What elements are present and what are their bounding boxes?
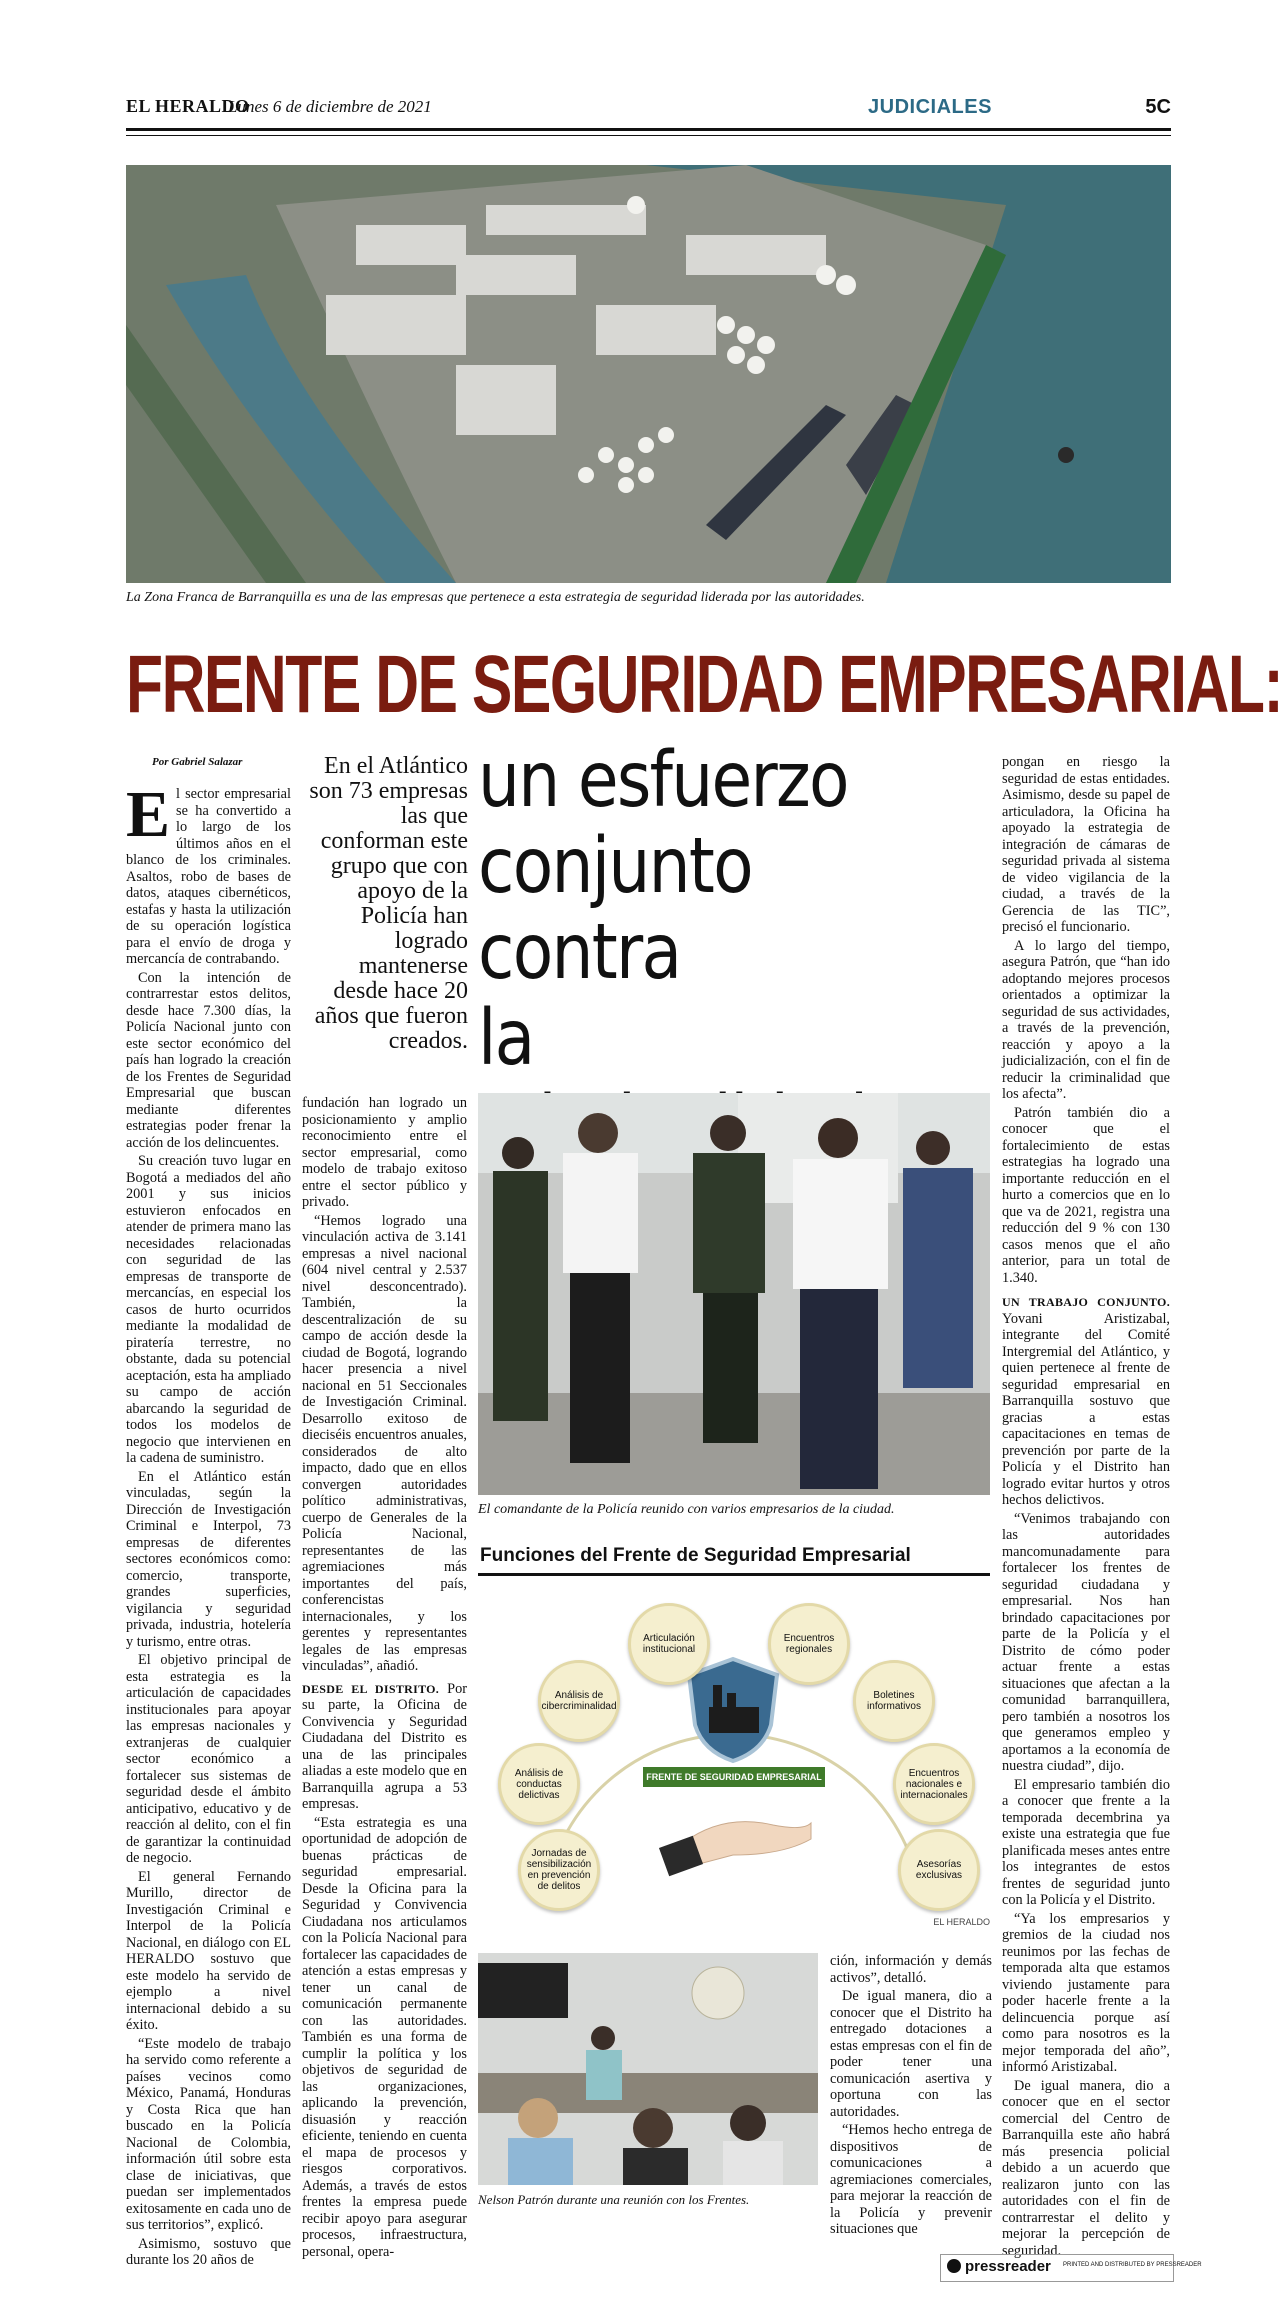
pressreader-small-text: PRINTED AND DISTRIBUTED BY PRESSREADER [1063,2262,1202,2268]
infographic-credit: EL HERALDO [933,1917,990,1927]
hand-icon [663,1803,813,1873]
paragraph: Asimismo, sostuvo que durante los 20 años de [126,2235,291,2268]
pressreader-icon [947,2259,961,2273]
paragraph: “Hemos logrado una vinculación activa de 3.141 empresas a nivel nacional (604 nivel central y 2.537 nivel desconcentrado). También, la descentralización de su campo de acción desde la ciudad de Bogotá, logrando hacer presencia a nivel nacional en 51 Seccionales de Investigación Criminal. Desarrollo exitoso de dieciséis encuentros anuales, considerados de alto impacto, dado que en ellos convergen autoridades político administrativas, cuerpo de Generales de la Policía Nacional, representantes de las agremiaciones más importantes del país, conferencistas internacionales, y los gerentes y representantes legales de las empresas vinculadas”, añadió. [302,1212,467,1674]
paragraph: A lo largo del tiempo, asegura Patrón, que “han ido adoptando mejores procesos orientados a optimizar la seguridad de sus actividades, a través de la prevención, reacción y apoyo a la judicialización, con el fin de reducir la criminalidad que los afecta”. [1002,937,1170,1102]
conference-room-illustration [478,1953,818,2185]
kicker-paragraph [1002,1294,1170,1509]
police-meeting-illustration [478,1093,990,1495]
publication-name: EL HERALDO [126,96,250,116]
meeting-photo-caption: El comandante de la Policía reunido con varios empresarios de la ciudad. [478,1502,895,1517]
drop-cap: E [126,778,171,851]
paragraph: “Venimos trabajando con las autoridades mancomunadamente para fortalecer los frentes de seguridad ciudadana y empresarial. Nos han brindado capacitaciones por parte de la Policía y el Distrito de cómo poder actuar frente a estas situaciones que afectan a la comunidad barranquillera, pero también a nosotros los que generamos empleo y aportamos a la economía de nuestra ciudad”, dijo. [1002,1510,1170,1774]
byline: Por Gabriel Salazar [152,756,243,768]
paragraph: Con la intención de contrarrestar estos delitos, desde hace 7.300 días, la Policía Nacional junto con este sector económico del país han logrado la creación de los Frentes de Seguridad Empresarial que buscan mediante diferentes estrategias poder frenar la acción de los delincuentes. [126,969,291,1151]
kicker-paragraph [302,1681,467,1813]
paragraph: Patrón también dio a conocer que el fortalecimiento de estas estrategias ha logrado una importante reducción en el hurto a comercios que en lo que va de 2021, registra una reducción del 9 % con 130 casos menos que el año anterior, para un total de 1.340. [1002,1104,1170,1286]
page-number: 5C [1145,96,1171,118]
paragraph: ción, información y demás activos”, detalló. [830,1953,992,1986]
infographic-node: Boletines informativos [853,1660,935,1742]
subhead-line: un esfuerzo [478,736,848,825]
kicker: UN TRABAJO CONJUNTO. [1002,1295,1170,1309]
paragraph: “Este modelo de trabajo ha servido como referente a países vecinos como México, Panamá, Honduras y Costa Rica que han buscado en la Policía Nacional de Colombia, información útil sobre esta clase de iniciativas, que puedan ser implementados exitosamente en cada uno de sus territorios”, explicó. [126,2035,291,2233]
subhead-line: conjunto contra [478,822,752,997]
infographic-center-banner: FRENTE DE SEGURIDAD EMPRESARIAL [643,1767,825,1787]
paragraph: “Esta estrategia es una oportunidad de adopción de buenas prácticas de seguridad empresarial. Desde la Oficina para la Seguridad y Convivencia Ciudadana nos articulamos con la Policía Nacional para fortalecer las capacidades de atención a estas empresas y tener un canal de comunicación permanente con las autoridades. También es una forma de cumplir la política y los objetivos de seguridad de las organizaciones, aplicando la prevención, disuasión y reacción eficiente, teniendo en cuenta el mapa de procesos y riesgos corporativos. Además, a través de estos frentes la empresa puede recibir apoyo para asegurar procesos, infraestructura, personal, opera- [302,1814,467,2260]
infographic-node: Encuentros nacionales e internacionales [893,1743,975,1825]
lead-paragraph [126,778,291,968]
paragraph: De igual manera, dio a conocer que en el sector comercial del Centro de Barranquilla este año habrá más presencia policial debido a un acuerdo que realizaron junto con las autoridades con el fin de contrarrestar el delito y mejorar la percepción de seguridad. [1002,2077,1170,2259]
page-header [126,96,1171,124]
article-column-1 [126,778,291,2268]
header-rule [126,128,1171,131]
top-photo [126,165,1171,583]
paragraph: pongan en riesgo la seguridad de estas entidades. Asimismo, desde su papel de articuladora, la Oficina ha apoyado la estrategia de integración de cámaras de seguridad privada al sistema de video vigilancia de la ciudad, a través de la Gerencia de las TIC”, precisó el funcionario. [1002,754,1170,935]
infographic-node: Jornadas de sensibilización en prevención de delitos [518,1829,600,1911]
paragraph: El general Fernando Murillo, director de Investigación Criminal e Interpol de la Policía Nacional, en diálogo con EL HERALDO sostuvo que este modelo ha servido de ejemplo a nivel internacional debido a su éxito. [126,1868,291,2033]
section-name: JUDICIALES [868,96,992,118]
paragraph-text: l sector empresarial se ha convertido a lo largo de los últimos años en el blanco de los criminales. Asaltos, robo de bases de datos, ataques cibernéticos, estafas y hasta la utilización de su operación logística para el envío de droga y mercancía de contrabando. [126,786,291,967]
issue-date: Lunes 6 de diciembre de 2021 [228,97,432,116]
reunion-photo [478,1953,818,2185]
top-photo-caption: La Zona Franca de Barranquilla es una de las empresas que pertenece a esta estrategia de seguridad liderada por las autoridades. [126,590,865,605]
infographic-rule [478,1573,990,1576]
headline: FRENTE DE SEGURIDAD EMPRESARIAL: [126,639,1282,730]
infographic-node: Articulación institucional [628,1603,710,1685]
paragraph: “Hemos hecho entrega de dispositivos de comunicaciones a agremiaciones comerciales, para mejorar la reacción de la Policía y prevenir situaciones que [830,2122,992,2237]
article-column-3 [830,1953,992,2237]
paragraph-text: Yovani Aristizabal, integrante del Comité Intergremial del Atlántico, y quien pertenece al frente de seguridad empresarial en Barranquilla sostuvo que gracias a estas capacitaciones en temas de prevención por parte de la Policía y el Distrito han logrado evitar hurtos y otros hechos delictivos. [1002,1310,1170,1508]
paragraph-text: Por su parte, la Oficina de Convivencia y Seguridad Ciudadana del Distrito es una de las principales aliadas a este modelo que en Barranquilla agrupa a 53 empresas. [302,1680,467,1812]
infographic-node: Análisis de cibercriminalidad [538,1660,620,1742]
subhead-line: la [478,994,534,1083]
paragraph: fundación han logrado un posicionamiento y amplio reconocimiento entre el sector empresarial, como modelo de trabajo exitoso entre el sector público y privado. [302,1095,467,1210]
paragraph: En el Atlántico están vinculadas, según la Dirección de Investigación Criminal e Interpol, 73 empresas de diferentes sectores económicos como: comercio, transporte, grandes superficies, vigilancia y seguridad privada, industria, hotelería y turismo, entre otras. [126,1468,291,1650]
header-rule-thin [126,135,1171,136]
infographic-node: Análisis de conductas delictivas [498,1743,580,1825]
paragraph: De igual manera, dio a conocer que el Distrito ha entregado dotaciones a estas empresas con el fin de poder tener una comunicación asertiva y oportuna con las autoridades. [830,1988,992,2120]
infographic [478,1545,990,1927]
article-column-2 [302,1095,467,2260]
pressreader-badge[interactable] [940,2254,1202,2282]
paragraph: “Ya los empresarios y gremios de la ciudad nos reunimos por las fechas de temporada alta que estamos viviendo justamente para poder hacerle frente a la delincuencia porque así como para nosotros es la mejor temporada del año”, informó Aristizabal. [1002,1910,1170,2075]
pull-quote: En el Atlántico son 73 empresas las que conforman este grupo que con apoyo de la Policía han logrado mantenerse desde hace 20 años que fueron creados. [309,753,468,1054]
paragraph: Su creación tuvo lugar en Bogotá a mediados del año 2001 y sus inicios estuvieron enfocados en atender de primera mano las necesidades relacionadas con seguridad de las empresas de transporte de mercancías, en especial los casos de hurto ocurridos mediante la modalidad de piratería terrestre, no obstante, dada su potencial aceptación, esta ha ampliado su campo de acción abarcando la seguridad de todos los modelos de negocio que intervienen en la cadena de suministro. [126,1153,291,1466]
reunion-photo-caption: Nelson Patrón durante una reunión con los Frentes. [478,2192,750,2207]
pressreader-brand: pressreader [965,2258,1051,2275]
article-column-4 [1002,754,1170,2259]
paragraph: El objetivo principal de esta estrategia es la articulación de capacidades institucionales para apoyar las empresas nacionales y extranjeras de cualquier sector económico a fortalecer sus sistemas de seguridad desde el ámbito anticipativo, educativo y de reacción al delito, con el fin de garantizar la continuidad de negocio. [126,1652,291,1866]
infographic-title: Funciones del Frente de Seguridad Empresarial [480,1545,911,1566]
infographic-node: Asesorías exclusivas [898,1829,980,1911]
infographic-node: Encuentros regionales [768,1603,850,1685]
kicker: DESDE EL DISTRITO. [302,1681,440,1696]
paragraph: El empresario también dio a conocer que frente a la temporada decembrina ya existe una estrategia que fue planificada meses antes entre los integrantes de estos frentes de seguridad junto con la Policía y el Distrito. [1002,1776,1170,1908]
aerial-port-illustration [126,165,1171,583]
meeting-photo [478,1093,990,1495]
